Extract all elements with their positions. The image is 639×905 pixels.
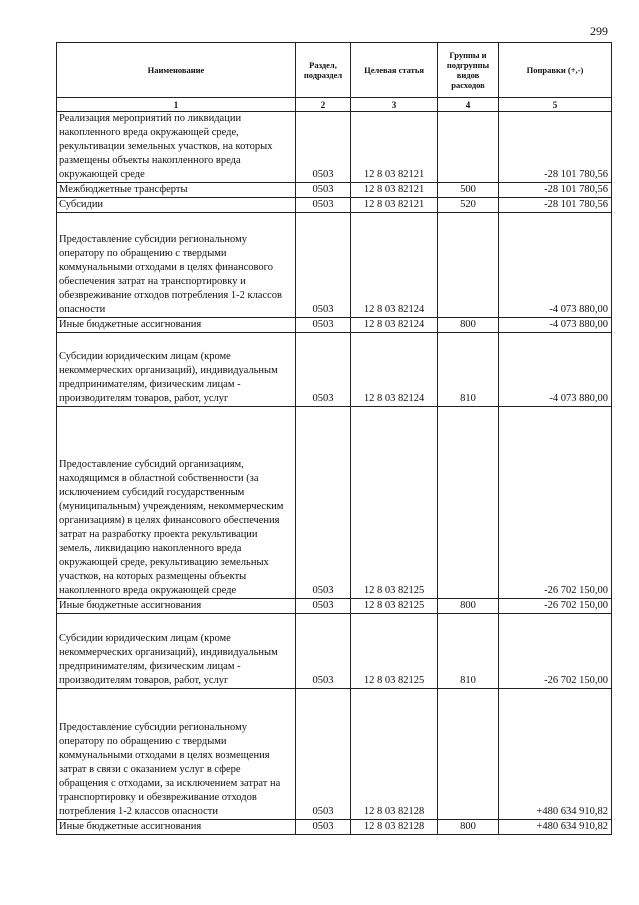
row-group xyxy=(438,213,499,318)
table-row xyxy=(57,112,612,183)
column-number-row xyxy=(57,98,612,112)
header-row xyxy=(57,43,612,98)
row-group: 500 xyxy=(438,183,499,198)
row-section: 0503 xyxy=(296,213,351,318)
row-amount: -4 073 880,00 xyxy=(499,333,612,407)
row-amount: -26 702 150,00 xyxy=(499,407,612,599)
row-section: 0503 xyxy=(296,689,351,820)
row-section: 0503 xyxy=(296,198,351,213)
column-number: 5 xyxy=(499,98,612,112)
column-number: 4 xyxy=(438,98,499,112)
header-amendments: Поправки (+,-) xyxy=(499,43,612,98)
row-target: 12 8 03 82125 xyxy=(351,614,438,689)
row-target: 12 8 03 82128 xyxy=(351,820,438,835)
row-section: 0503 xyxy=(296,318,351,333)
row-name: Предоставление субсидии региональному оператору по обращению с твердыми коммунальными отходами в целях возмещения затрат в связи с оказанием услуг в сфере обращения с отходами, за исключением затрат на транспортировку и обезвреживание отходов потребления 1-2 классов опасности xyxy=(57,689,296,820)
table-row xyxy=(57,820,612,835)
row-section: 0503 xyxy=(296,183,351,198)
row-name: Субсидии юридическим лицам (кроме некоммерческих организаций), индивидуальным предпринимателям, физическим лицам - производителям товаров, работ, услуг xyxy=(57,333,296,407)
row-amount: -28 101 780,56 xyxy=(499,183,612,198)
row-name: Реализация мероприятий по ликвидации накопленного вреда окружающей среде, рекультивации земельных участков, на которых размещены объекты накопленного вреда окружающей среде xyxy=(57,112,296,183)
row-target: 12 8 03 82125 xyxy=(351,407,438,599)
row-target: 12 8 03 82124 xyxy=(351,318,438,333)
row-name: Иные бюджетные ассигнования xyxy=(57,599,296,614)
row-group xyxy=(438,689,499,820)
row-name: Субсидии юридическим лицам (кроме некоммерческих организаций), индивидуальным предпринимателям, физическим лицам - производителям товаров, работ, услуг xyxy=(57,614,296,689)
row-section: 0503 xyxy=(296,407,351,599)
row-group: 520 xyxy=(438,198,499,213)
row-group xyxy=(438,407,499,599)
row-target: 12 8 03 82121 xyxy=(351,198,438,213)
budget-amendments-table xyxy=(56,42,612,835)
row-name: Предоставление субсидии региональному оператору по обращению с твердыми коммунальными отходами в целях финансового обеспечения затрат на транспортировку и обезвреживание отходов потребления 1-2 классов опасности xyxy=(57,213,296,318)
row-group: 800 xyxy=(438,318,499,333)
row-amount: -28 101 780,56 xyxy=(499,198,612,213)
table-row xyxy=(57,213,612,318)
row-group: 800 xyxy=(438,820,499,835)
row-name: Межбюджетные трансферты xyxy=(57,183,296,198)
row-name: Иные бюджетные ассигнования xyxy=(57,820,296,835)
row-amount: -4 073 880,00 xyxy=(499,213,612,318)
table-row xyxy=(57,318,612,333)
row-amount: -28 101 780,56 xyxy=(499,112,612,183)
column-number: 2 xyxy=(296,98,351,112)
column-number: 1 xyxy=(57,98,296,112)
row-target: 12 8 03 82124 xyxy=(351,213,438,318)
row-group xyxy=(438,112,499,183)
table-row xyxy=(57,198,612,213)
column-number: 3 xyxy=(351,98,438,112)
table-row xyxy=(57,183,612,198)
page-number: 299 xyxy=(590,24,608,38)
row-name: Предоставление субсидий организациям, находящимся в областной собственности (за исключением субсидий государственным (муниципальным) учреждениям, некоммерческим организациям) в целях финансового обеспечения затрат на разработку проекта рекультивации земель, ликвидацию накопленного вреда окружающей среде, рекультивацию земельных участков, на которых размещены объекты накопленного вреда окружающей среде xyxy=(57,407,296,599)
row-target: 12 8 03 82121 xyxy=(351,183,438,198)
table-row xyxy=(57,614,612,689)
table-row xyxy=(57,689,612,820)
row-group: 810 xyxy=(438,333,499,407)
row-name: Иные бюджетные ассигнования xyxy=(57,318,296,333)
row-section: 0503 xyxy=(296,599,351,614)
header-name: Наименование xyxy=(57,43,296,98)
row-target: 12 8 03 82124 xyxy=(351,333,438,407)
row-group: 810 xyxy=(438,614,499,689)
row-amount: -26 702 150,00 xyxy=(499,614,612,689)
row-amount: +480 634 910,82 xyxy=(499,689,612,820)
header-target: Целевая статья xyxy=(351,43,438,98)
row-group: 800 xyxy=(438,599,499,614)
row-amount: +480 634 910,82 xyxy=(499,820,612,835)
row-section: 0503 xyxy=(296,614,351,689)
header-section: Раздел, подраздел xyxy=(296,43,351,98)
row-target: 12 8 03 82128 xyxy=(351,689,438,820)
table-row xyxy=(57,599,612,614)
header-groups: Группы и подгруппы видов расходов xyxy=(438,43,499,98)
row-target: 12 8 03 82121 xyxy=(351,112,438,183)
table-row xyxy=(57,333,612,407)
table-row xyxy=(57,407,612,599)
row-amount: -26 702 150,00 xyxy=(499,599,612,614)
row-section: 0503 xyxy=(296,333,351,407)
row-amount: -4 073 880,00 xyxy=(499,318,612,333)
row-target: 12 8 03 82125 xyxy=(351,599,438,614)
row-name: Субсидии xyxy=(57,198,296,213)
row-section: 0503 xyxy=(296,112,351,183)
row-section: 0503 xyxy=(296,820,351,835)
